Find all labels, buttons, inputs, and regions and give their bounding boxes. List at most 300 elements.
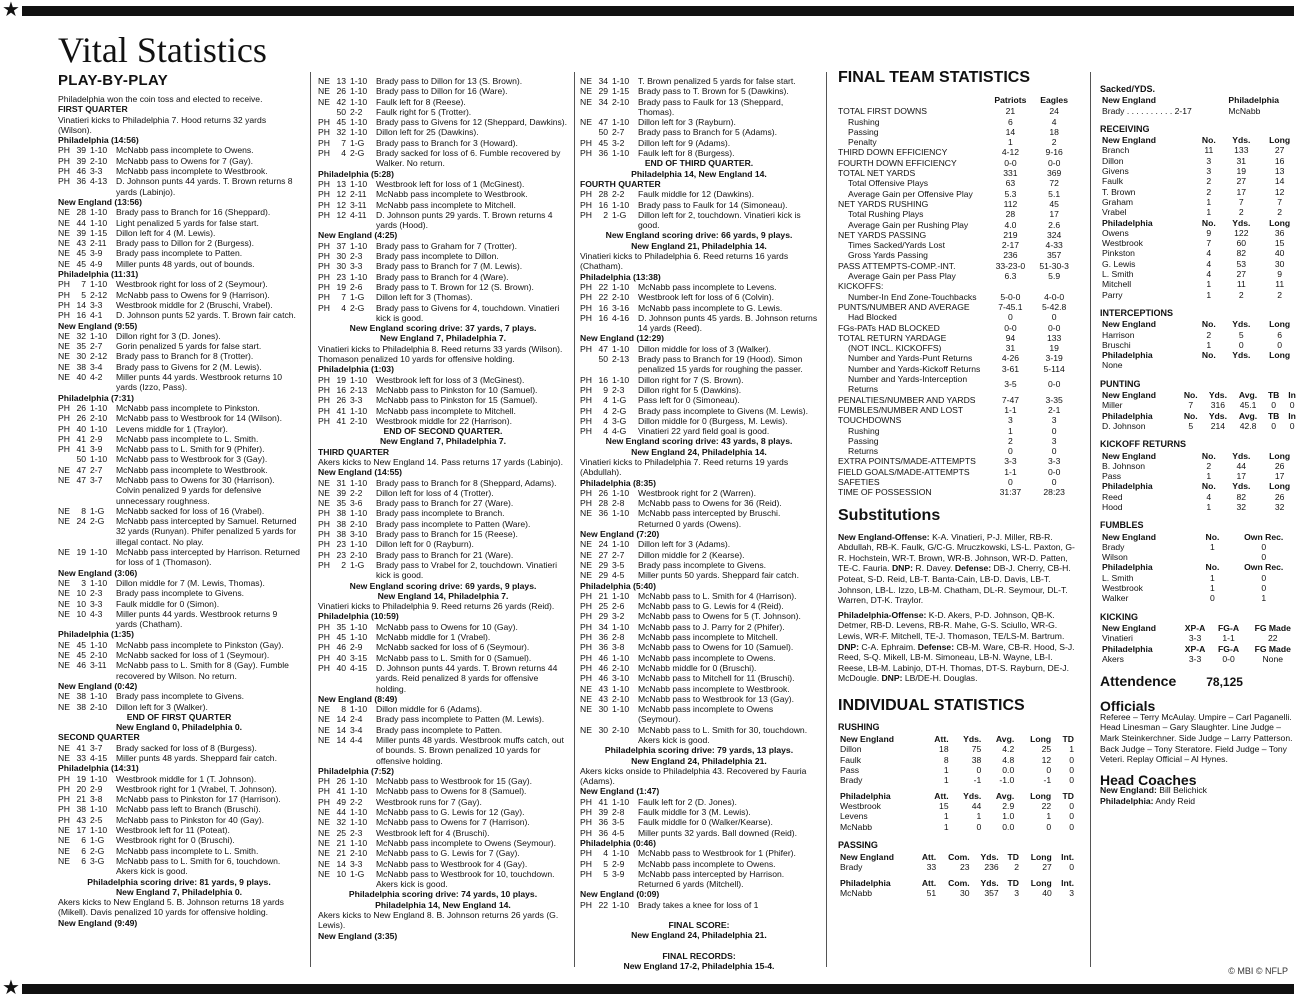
- play-yardline: 31: [336, 477, 346, 488]
- play-row: [318, 797, 568, 807]
- stat-patriots: 0-0: [1004, 322, 1017, 333]
- cell: 1: [1206, 207, 1212, 218]
- pbp-note: Akers kicks to New England 14. Pass returns 17 yards (Labinjo).: [318, 456, 564, 467]
- col-header: Yds.: [1232, 481, 1251, 492]
- play-yardline: 30: [336, 261, 346, 272]
- play-down-distance: 2-7: [612, 549, 625, 560]
- play-down-distance: 1-10: [612, 683, 630, 694]
- stat-patriots: 6: [1008, 116, 1013, 127]
- play-yardline: 44: [336, 807, 346, 818]
- bottom-bar: [22, 984, 1294, 994]
- play-row: [580, 303, 818, 313]
- cell: 19: [1236, 166, 1247, 177]
- play-down-distance: 1-10: [90, 330, 108, 341]
- stat-label: NET YARDS RUSHING: [838, 198, 929, 209]
- play-down-distance: 3-11: [90, 660, 107, 671]
- play-description: Dillon left for 3 (Rayburn).: [638, 117, 736, 128]
- cell: 27: [1042, 862, 1052, 873]
- play-row: [58, 238, 300, 248]
- team-label: New England: [840, 852, 894, 863]
- stat-eagles: 4-33: [1045, 240, 1063, 251]
- cell: 5: [1188, 420, 1194, 431]
- play-yardline: 36: [598, 148, 608, 159]
- play-down-distance: 2-2: [350, 487, 363, 498]
- cell: Pinkston: [1102, 248, 1135, 259]
- stat-label: FGs-PATs HAD BLOCKED: [838, 322, 940, 333]
- play-yardline: 40: [76, 423, 86, 434]
- punting-title: PUNTING: [1100, 378, 1141, 389]
- play-row: [58, 753, 300, 763]
- play-team: PH: [58, 299, 70, 310]
- stat-patriots: 0: [1008, 446, 1013, 457]
- play-down-distance: 3-16: [612, 302, 630, 313]
- play-row: [580, 416, 818, 426]
- stat-eagles: 133: [1046, 332, 1062, 343]
- play-description: McNabb pass to Owens for 7 (Gay).: [116, 155, 254, 166]
- play-description: Brady pass to Graham for 7 (Trotter).: [376, 240, 518, 251]
- play-yardline: 12: [336, 189, 346, 200]
- play-description: Levens middle for 1 (Traylor).: [116, 423, 228, 434]
- play-yardline: 39: [336, 487, 346, 498]
- table-row: [1100, 492, 1300, 502]
- col-header: Yds.: [1208, 410, 1227, 421]
- play-yardline: 4: [603, 848, 608, 859]
- cell: 0: [1261, 572, 1267, 583]
- play-down-distance: 2-7: [612, 127, 625, 138]
- drive-heading: FIRST QUARTER: [58, 104, 128, 115]
- play-description: McNabb pass incomplete to Pinkston (Gay).: [116, 639, 284, 650]
- play-description: McNabb pass to L. Smith for 4 (Harrison).: [638, 590, 797, 601]
- play-yardline: 41: [336, 405, 346, 416]
- play-row: [580, 848, 818, 858]
- col-header: Long: [1030, 852, 1052, 863]
- play-description: McNabb pass incomplete to Mitchell.: [376, 405, 516, 416]
- play-yardline: 38: [76, 691, 86, 702]
- play-row: [318, 776, 568, 786]
- play-yardline: 6: [81, 845, 86, 856]
- play-down-distance: 4-15: [350, 662, 368, 673]
- play-yardline: 4: [603, 426, 608, 437]
- stat-patriots: 94: [1005, 332, 1016, 343]
- play-description: Dillon left for 0 (Rayburn).: [376, 539, 474, 550]
- play-description: T. Brown penalized 5 yards for false start.: [638, 76, 796, 86]
- play-yardline: 3: [81, 577, 86, 588]
- col-header: Long: [1030, 734, 1052, 745]
- play-yardline: 26: [336, 776, 346, 787]
- stat-label: PASS ATTEMPTS-COMP.-INT.: [838, 260, 956, 271]
- cell: 0: [1069, 765, 1074, 776]
- play-team: NE: [58, 227, 70, 238]
- play-yardline: 10: [76, 598, 86, 609]
- coach-ne-label: New England:: [1100, 785, 1157, 795]
- table-row: [1100, 207, 1300, 217]
- play-row: [318, 385, 568, 395]
- play-down-distance: 3-4: [90, 361, 103, 372]
- cell: [1197, 552, 1227, 562]
- play-description: Brady pass to Branch for 27 (Ware).: [376, 498, 514, 509]
- play-description: Brady pass to Givens for 2 (M. Lewis).: [116, 361, 262, 372]
- play-yardline: 35: [76, 341, 86, 352]
- play-down-distance: 1-10: [90, 402, 108, 413]
- play-yardline: 2: [603, 209, 608, 220]
- stat-label: Number-In End Zone-Touchbacks: [848, 291, 977, 302]
- play-row: [318, 107, 568, 117]
- play-description: Brady pass to Dillon for 2 (Burgess).: [116, 238, 255, 249]
- play-down-distance: 1-10: [612, 621, 630, 632]
- play-row: [318, 869, 568, 890]
- play-down-distance: 2-7: [90, 464, 103, 475]
- play-down-distance: 1-10: [612, 796, 630, 807]
- play-description: Faulk middle for 12 (Dawkins).: [638, 189, 755, 200]
- stat-label: PUNTS/NUMBER AND AVERAGE: [838, 301, 970, 312]
- play-yardline: 19: [76, 547, 86, 558]
- play-description: McNabb pass to Westbrook for 14 (Wilson).: [116, 413, 283, 424]
- play-yardline: 38: [76, 701, 86, 712]
- stat-patriots: 236: [1003, 250, 1018, 261]
- drive-summary: Philadelphia 14, New England 14.: [375, 899, 511, 910]
- table-row: [838, 312, 1076, 322]
- play-row: [58, 599, 300, 609]
- cell: Akers: [1102, 653, 1124, 664]
- stat-eagles: 72: [1049, 178, 1059, 189]
- cell: L. Smith: [1102, 269, 1134, 280]
- stat-patriots: 21: [1005, 106, 1016, 117]
- play-team: NE: [580, 539, 592, 550]
- stat-label: TOTAL NET YARDS: [838, 168, 916, 179]
- table-header-row: [1100, 481, 1300, 491]
- play-description: Brady pass incomplete to Patten.: [116, 248, 243, 259]
- cell: 1: [943, 765, 949, 776]
- play-yardline: 49: [336, 796, 346, 807]
- play-description: McNabb pass incomplete to Mitchell.: [376, 199, 516, 210]
- play-down-distance: 2-10: [90, 650, 108, 661]
- cell: 1: [976, 811, 982, 822]
- play-description: McNabb pass to G. Lewis for 7 (Gay).: [376, 848, 520, 859]
- play-description: Faulk left for 8 (Reese).: [376, 96, 466, 107]
- stat-patriots: 4-26: [1001, 353, 1020, 364]
- play-description: McNabb pass to Owens for 30 (Harrison). Colvin penalized 9 yards for defensive unnecessary roughness.: [116, 474, 275, 506]
- cell: 2.9: [1002, 800, 1015, 811]
- play-down-distance: 2-10: [90, 701, 108, 712]
- cell: 1: [1261, 593, 1267, 604]
- play-row: [580, 395, 818, 405]
- receiving-title: RECEIVING: [1100, 123, 1150, 134]
- play-down-distance: 2-9: [90, 433, 103, 444]
- play-description: McNabb pass to G. Lewis for 4 (Reid).: [638, 601, 784, 612]
- play-description: Brady pass to Faulk for 13 (Sheppard, Thomas).: [638, 96, 784, 117]
- play-down-distance: 1-10: [612, 652, 630, 663]
- cell: 36: [1274, 227, 1285, 238]
- stat-patriots: 331: [1003, 168, 1018, 179]
- play-team: PH: [580, 415, 592, 426]
- cell: 0: [1289, 420, 1295, 431]
- cell: 32: [1236, 501, 1247, 512]
- cell: 4: [1206, 248, 1212, 259]
- stat-label: SAFETIES: [838, 476, 880, 487]
- play-team: NE: [318, 724, 330, 735]
- coach-ne: [1100, 785, 1294, 796]
- play-yardline: 28: [598, 498, 608, 509]
- drive-summary: New England scoring drive: 43 yards, 8 plays.: [605, 436, 793, 447]
- ne-offense-list: K-A. Vinatieri, P-J. Miller, RB-R. Abdullah, RB-K. Faulk, G/C-G. Mruczkowski, LS-L. Paxton, G-R. Hochstein, WR-T. Brown, WR-B. Johnson, WR-D. Patten, TE-C. Fauria.: [838, 531, 1075, 574]
- stat-eagles: 19: [1049, 343, 1059, 354]
- play-description: Miller punts 44 yards. Westbrook returns 10 yards (Izzo, Pass).: [116, 372, 283, 393]
- play-team: NE: [58, 660, 70, 671]
- play-down-distance: 1-10: [350, 786, 368, 797]
- play-down-distance: 1-G: [612, 395, 627, 406]
- play-yardline: 26: [598, 487, 608, 498]
- play-down-distance: 1-G: [612, 209, 627, 220]
- drive-summary: FINAL RECORDS:: [662, 950, 736, 961]
- cell: 0: [976, 821, 982, 832]
- play-yardline: 41: [76, 444, 86, 455]
- ph-dnp2-label: DNP:: [881, 673, 903, 684]
- cell: 2: [1277, 289, 1283, 300]
- play-row: [580, 385, 818, 395]
- play-row: [58, 218, 300, 228]
- play-team: PH: [58, 155, 70, 166]
- play-yardline: 4: [603, 415, 608, 426]
- play-description: Brady pass to Dillon for 16 (Ware).: [376, 86, 508, 97]
- stat-eagles: 369: [1046, 168, 1062, 179]
- play-team: [580, 127, 594, 137]
- play-yardline: 38: [76, 361, 86, 372]
- play-team: PH: [318, 621, 330, 632]
- play-team: NE: [318, 86, 330, 97]
- play-down-distance: 2-10: [612, 96, 630, 107]
- stat-eagles: 0-0: [1047, 322, 1061, 333]
- table-row: [1100, 187, 1300, 197]
- cell: 1: [1206, 196, 1212, 207]
- play-down-distance: 1-G: [90, 505, 105, 516]
- stat-patriots: 3-3: [1004, 456, 1017, 467]
- play-row: [58, 351, 300, 361]
- cell: Faulk: [840, 754, 862, 765]
- play-description: Dillon left for 3 (Thomas).: [376, 292, 473, 303]
- play-down-distance: 1-10: [350, 117, 368, 128]
- play-description: Brady pass incomplete to Givens.: [116, 691, 245, 702]
- drive-summary: END OF FIRST QUARTER: [126, 711, 232, 722]
- col-header: Avg.: [1238, 410, 1258, 421]
- play-yardline: 22: [598, 899, 608, 910]
- play-team: PH: [318, 209, 330, 220]
- play-team: NE: [318, 735, 330, 745]
- play-down-distance: 1-10: [350, 837, 368, 848]
- drive-heading: Philadelphia (7:31): [58, 392, 134, 403]
- play-yardline: 21: [598, 590, 608, 601]
- passing-table: [838, 852, 1076, 898]
- stat-eagles: 2-1: [1047, 404, 1061, 415]
- cell: 26: [1274, 491, 1285, 502]
- play-yardline: 26: [336, 395, 346, 406]
- pbp-note: Akers kicks to New England 8. B. Johnson returns 26 yards (G. Lewis).: [318, 910, 559, 931]
- col-header: Yds.: [1232, 450, 1251, 461]
- play-team: PH: [58, 176, 70, 187]
- play-team: PH: [318, 529, 330, 540]
- play-row: [318, 117, 568, 127]
- col-header: Yds.: [1232, 135, 1251, 146]
- table-header-row: [1100, 411, 1300, 421]
- cell: Vinatieri: [1102, 633, 1133, 644]
- table-row: [1100, 269, 1300, 279]
- kicking-table: [1100, 623, 1300, 664]
- play-yardline: 30: [598, 704, 608, 715]
- play-down-distance: 1-10: [350, 776, 368, 787]
- table-row: [838, 189, 1076, 199]
- play-row: [58, 331, 300, 341]
- coach-ph-label: Philadelphia:: [1100, 795, 1154, 806]
- play-description: McNabb pass to Mitchell for 11 (Bruschi).: [638, 673, 795, 684]
- play-row: [318, 406, 568, 416]
- play-team: NE: [580, 724, 592, 735]
- play-description: Dillon right for 5 (Dawkins).: [638, 384, 742, 395]
- table-row: [1100, 279, 1300, 289]
- play-row: [318, 261, 568, 271]
- play-description: Brady pass to T. Brown for 5 (Dawkins).: [638, 86, 789, 97]
- play-description: McNabb pass to Pinkston for 40 (Gay).: [116, 814, 265, 825]
- play-down-distance: 2-6: [612, 601, 625, 612]
- stat-eagles: 45: [1049, 198, 1059, 209]
- play-row: [58, 454, 300, 464]
- play-down-distance: 2-10: [90, 155, 108, 166]
- cell: 15: [1274, 238, 1285, 249]
- play-description: Dillon right for 7 (S. Brown).: [638, 374, 744, 385]
- table-row: [838, 271, 1076, 281]
- col-header: No.: [1201, 319, 1216, 330]
- drive-heading: Philadelphia (14:56): [58, 135, 139, 146]
- play-team: PH: [58, 783, 70, 794]
- play-row: [58, 846, 300, 856]
- play-description: McNabb sacked for loss of 16 (Vrabel).: [116, 505, 265, 516]
- cell: Parry: [1102, 289, 1123, 300]
- play-row: [318, 828, 568, 838]
- stat-eagles: 2.6: [1048, 219, 1061, 230]
- play-row: [58, 794, 300, 804]
- play-row: [58, 372, 300, 393]
- play-yardline: 50: [598, 354, 608, 365]
- play-team: PH: [318, 127, 330, 138]
- officials-title: Officials: [1100, 698, 1156, 715]
- cell: 1: [1206, 289, 1212, 300]
- col-header: Att.: [934, 734, 949, 745]
- stat-label: Number and Yards-Punt Returns: [848, 353, 973, 364]
- coach-ph: [1100, 796, 1294, 807]
- play-down-distance: 3-9: [90, 248, 103, 259]
- play-description: Faulk left for 8 (Burgess).: [638, 148, 735, 159]
- play-team: PH: [58, 413, 70, 424]
- play-yardline: 5: [603, 858, 608, 869]
- col-header: Yds.: [1232, 319, 1251, 330]
- play-yardline: 38: [76, 804, 86, 815]
- play-down-distance: 2-G: [90, 516, 105, 527]
- stat-eagles: 5-114: [1043, 363, 1065, 374]
- play-row: [58, 444, 300, 454]
- table-header-row: [1100, 218, 1300, 228]
- play-yardline: 38: [336, 508, 346, 519]
- play-description: Miller punts 32 yards. Ball downed (Reid).: [638, 827, 798, 838]
- stat-label: TOUCHDOWNS: [838, 415, 902, 426]
- final-team-heading: FINAL TEAM STATISTICS: [838, 69, 1030, 86]
- play-yardline: 16: [598, 312, 608, 323]
- drive-heading: New England (4:25): [318, 230, 398, 241]
- play-row: [318, 478, 568, 488]
- table-row: [838, 209, 1076, 219]
- play-team: PH: [58, 166, 70, 177]
- play-row: [58, 856, 300, 877]
- cell: Faulk: [1102, 176, 1124, 187]
- play-team: NE: [318, 498, 330, 509]
- play-team: PH: [580, 590, 592, 601]
- play-down-distance: 1-10: [350, 477, 368, 488]
- play-down-distance: 1-10: [350, 240, 368, 251]
- col-header: Long: [1269, 135, 1291, 146]
- ne-dnp-label: DNP:: [891, 563, 913, 574]
- play-description: McNabb pass to Westbrook for 13 (Gay).: [638, 693, 795, 704]
- play-description: McNabb pass incomplete to Owens.: [638, 858, 776, 869]
- play-row: [58, 259, 300, 269]
- cell: Miller: [1102, 400, 1123, 411]
- ph-dnp2: LB/DE-H. Douglas.: [904, 673, 978, 684]
- play-yardline: 50: [76, 454, 86, 465]
- col-header: Avg.: [995, 734, 1015, 745]
- play-team: PH: [580, 868, 592, 879]
- cell: -1: [973, 775, 982, 786]
- play-down-distance: 2-11: [90, 238, 107, 249]
- team-label: New England: [1102, 531, 1156, 542]
- col-header: TD: [1007, 852, 1019, 863]
- play-row: [580, 611, 818, 621]
- play-row: [58, 609, 300, 630]
- play-team: PH: [318, 549, 330, 560]
- play-row: [318, 200, 568, 210]
- drive-heading: New England (0:09): [580, 889, 660, 900]
- stat-label: PENALTIES/NUMBER AND YARDS: [838, 394, 976, 405]
- play-team: PH: [580, 384, 592, 395]
- play-team: PH: [318, 261, 330, 272]
- table-header-row: [1100, 135, 1300, 145]
- play-row: [58, 835, 300, 845]
- play-team: PH: [318, 405, 330, 416]
- table-row: [1100, 421, 1300, 431]
- play-yardline: 41: [76, 742, 86, 753]
- play-yardline: 47: [76, 464, 86, 475]
- play-team: NE: [58, 598, 70, 609]
- play-team: NE: [580, 570, 592, 581]
- play-row: [580, 694, 818, 704]
- play-down-distance: 2-2: [350, 796, 363, 807]
- play-down-distance: 1-10: [350, 817, 368, 828]
- play-team: PH: [58, 145, 70, 156]
- play-down-distance: 3-10: [350, 529, 368, 540]
- play-team: PH: [58, 423, 70, 434]
- cell: 11: [1204, 145, 1214, 156]
- cell: Hood: [1102, 501, 1123, 512]
- col-header: XP-A: [1184, 643, 1206, 654]
- play-row: [318, 632, 568, 642]
- cell: 0: [1261, 583, 1267, 594]
- play-description: Brady pass to Branch for 19 (Hood). Simon penalized 15 yards for roughing the passer.: [638, 354, 803, 375]
- play-down-distance: 1-G: [350, 292, 365, 303]
- stat-eagles: 4: [1051, 116, 1057, 127]
- play-team: PH: [318, 199, 330, 210]
- play-row: [580, 591, 818, 601]
- play-down-distance: 1-10: [612, 148, 630, 159]
- play-description: Brady pass incomplete to Givens.: [638, 559, 767, 570]
- cell: 0: [1271, 400, 1277, 411]
- play-row: [318, 848, 568, 858]
- drive-heading: New England (3:35): [318, 930, 398, 941]
- play-down-distance: 3-4: [350, 724, 363, 735]
